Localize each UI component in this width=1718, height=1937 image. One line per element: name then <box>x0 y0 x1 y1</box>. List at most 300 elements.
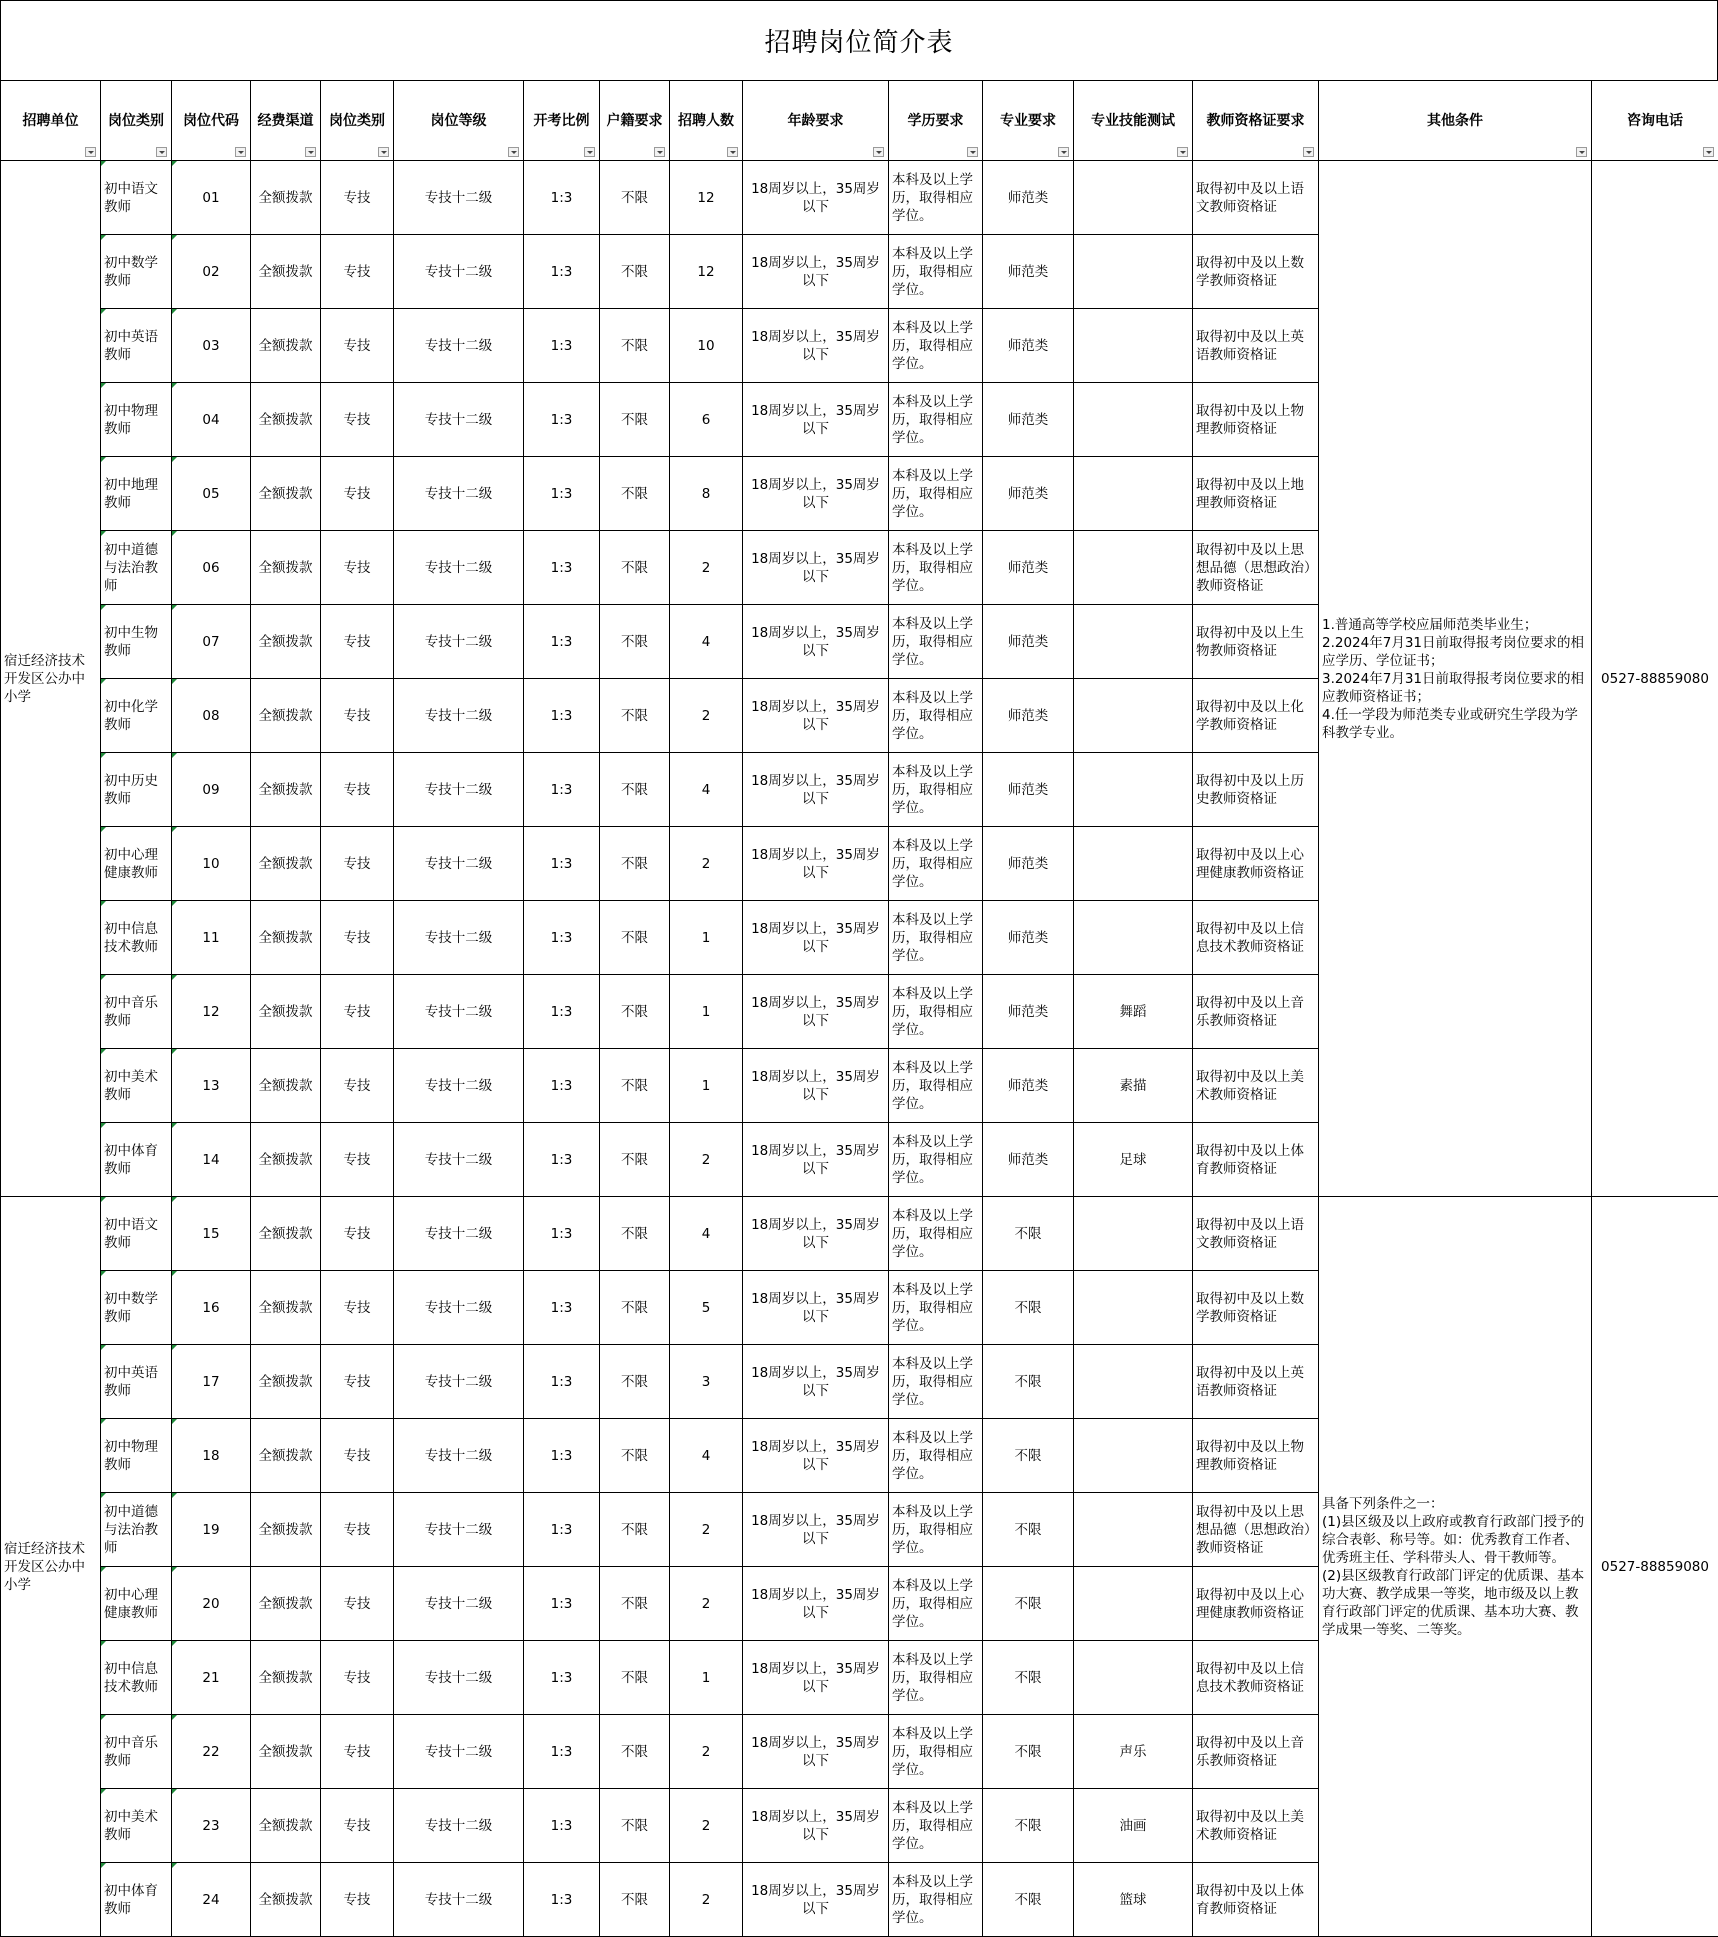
cell-recruit-count[interactable]: 1 <box>670 975 743 1049</box>
cell-post-type[interactable]: 专技 <box>321 1197 394 1271</box>
cell-skill-test[interactable] <box>1074 235 1193 309</box>
cell-post-grade[interactable]: 专技十二级 <box>394 1641 524 1715</box>
cell-funding[interactable]: 全额拨款 <box>251 161 321 235</box>
cell-post-name[interactable]: 初中英语教师 <box>101 1345 172 1419</box>
cell-exam-ratio[interactable]: 1:3 <box>524 975 600 1049</box>
cell-exam-ratio[interactable]: 1:3 <box>524 161 600 235</box>
cell-funding[interactable]: 全额拨款 <box>251 457 321 531</box>
cell-certificate-requirement[interactable]: 取得初中及以上心理健康教师资格证 <box>1193 827 1319 901</box>
cell-education-requirement[interactable]: 本科及以上学历，取得相应学位。 <box>889 383 983 457</box>
cell-certificate-requirement[interactable]: 取得初中及以上体育教师资格证 <box>1193 1123 1319 1197</box>
cell-post-type[interactable]: 专技 <box>321 309 394 383</box>
cell-post-type[interactable]: 专技 <box>321 901 394 975</box>
cell-hukou[interactable]: 不限 <box>600 309 670 383</box>
cell-major-requirement[interactable]: 不限 <box>983 1863 1074 1937</box>
cell-education-requirement[interactable]: 本科及以上学历，取得相应学位。 <box>889 1271 983 1345</box>
cell-exam-ratio[interactable]: 1:3 <box>524 1715 600 1789</box>
cell-funding[interactable]: 全额拨款 <box>251 605 321 679</box>
cell-post-grade[interactable]: 专技十二级 <box>394 1271 524 1345</box>
cell-certificate-requirement[interactable]: 取得初中及以上思想品德（思想政治）教师资格证 <box>1193 531 1319 605</box>
filter-dropdown-icon[interactable] <box>584 147 595 157</box>
cell-recruit-count[interactable]: 5 <box>670 1271 743 1345</box>
cell-post-type[interactable]: 专技 <box>321 1863 394 1937</box>
cell-hukou[interactable]: 不限 <box>600 827 670 901</box>
cell-post-type[interactable]: 专技 <box>321 161 394 235</box>
cell-certificate-requirement[interactable]: 取得初中及以上美术教师资格证 <box>1193 1789 1319 1863</box>
cell-skill-test[interactable] <box>1074 1419 1193 1493</box>
cell-post-code[interactable]: 05 <box>172 457 251 531</box>
cell-exam-ratio[interactable]: 1:3 <box>524 1197 600 1271</box>
cell-post-grade[interactable]: 专技十二级 <box>394 679 524 753</box>
cell-post-name[interactable]: 初中地理教师 <box>101 457 172 531</box>
cell-age-requirement[interactable]: 18周岁以上，35周岁以下 <box>743 1271 889 1345</box>
cell-certificate-requirement[interactable]: 取得初中及以上语文教师资格证 <box>1193 161 1319 235</box>
cell-post-grade[interactable]: 专技十二级 <box>394 975 524 1049</box>
cell-hukou[interactable]: 不限 <box>600 975 670 1049</box>
cell-major-requirement[interactable]: 不限 <box>983 1715 1074 1789</box>
cell-post-type[interactable]: 专技 <box>321 457 394 531</box>
cell-unit[interactable]: 宿迁经济技术开发区公办中小学 <box>1 161 101 1197</box>
cell-hukou[interactable]: 不限 <box>600 1049 670 1123</box>
cell-hukou[interactable]: 不限 <box>600 531 670 605</box>
cell-major-requirement[interactable]: 师范类 <box>983 901 1074 975</box>
cell-recruit-count[interactable]: 2 <box>670 827 743 901</box>
cell-age-requirement[interactable]: 18周岁以上，35周岁以下 <box>743 901 889 975</box>
cell-post-code[interactable]: 03 <box>172 309 251 383</box>
cell-hukou[interactable]: 不限 <box>600 457 670 531</box>
cell-age-requirement[interactable]: 18周岁以上，35周岁以下 <box>743 1567 889 1641</box>
cell-post-grade[interactable]: 专技十二级 <box>394 1493 524 1567</box>
cell-certificate-requirement[interactable]: 取得初中及以上美术教师资格证 <box>1193 1049 1319 1123</box>
cell-funding[interactable]: 全额拨款 <box>251 1197 321 1271</box>
cell-post-code[interactable]: 14 <box>172 1123 251 1197</box>
cell-education-requirement[interactable]: 本科及以上学历，取得相应学位。 <box>889 1715 983 1789</box>
cell-recruit-count[interactable]: 2 <box>670 1123 743 1197</box>
cell-post-name[interactable]: 初中物理教师 <box>101 383 172 457</box>
cell-exam-ratio[interactable]: 1:3 <box>524 1345 600 1419</box>
cell-major-requirement[interactable]: 师范类 <box>983 531 1074 605</box>
cell-education-requirement[interactable]: 本科及以上学历，取得相应学位。 <box>889 309 983 383</box>
cell-post-code[interactable]: 17 <box>172 1345 251 1419</box>
cell-education-requirement[interactable]: 本科及以上学历，取得相应学位。 <box>889 827 983 901</box>
cell-post-code[interactable]: 24 <box>172 1863 251 1937</box>
cell-post-type[interactable]: 专技 <box>321 1567 394 1641</box>
cell-major-requirement[interactable]: 不限 <box>983 1641 1074 1715</box>
cell-exam-ratio[interactable]: 1:3 <box>524 1123 600 1197</box>
cell-skill-test[interactable] <box>1074 679 1193 753</box>
cell-major-requirement[interactable]: 师范类 <box>983 1049 1074 1123</box>
cell-post-name[interactable]: 初中语文教师 <box>101 161 172 235</box>
cell-age-requirement[interactable]: 18周岁以上，35周岁以下 <box>743 235 889 309</box>
filter-dropdown-icon[interactable] <box>235 147 246 157</box>
cell-major-requirement[interactable]: 师范类 <box>983 235 1074 309</box>
cell-certificate-requirement[interactable]: 取得初中及以上生物教师资格证 <box>1193 605 1319 679</box>
cell-post-grade[interactable]: 专技十二级 <box>394 827 524 901</box>
filter-dropdown-icon[interactable] <box>378 147 389 157</box>
cell-post-name[interactable]: 初中体育教师 <box>101 1863 172 1937</box>
cell-recruit-count[interactable]: 6 <box>670 383 743 457</box>
cell-exam-ratio[interactable]: 1:3 <box>524 753 600 827</box>
cell-education-requirement[interactable]: 本科及以上学历，取得相应学位。 <box>889 457 983 531</box>
cell-post-type[interactable]: 专技 <box>321 383 394 457</box>
cell-hukou[interactable]: 不限 <box>600 1715 670 1789</box>
cell-post-code[interactable]: 10 <box>172 827 251 901</box>
cell-funding[interactable]: 全额拨款 <box>251 1641 321 1715</box>
cell-post-code[interactable]: 12 <box>172 975 251 1049</box>
cell-age-requirement[interactable]: 18周岁以上，35周岁以下 <box>743 753 889 827</box>
cell-post-code[interactable]: 02 <box>172 235 251 309</box>
cell-major-requirement[interactable]: 不限 <box>983 1493 1074 1567</box>
cell-post-type[interactable]: 专技 <box>321 1345 394 1419</box>
cell-funding[interactable]: 全额拨款 <box>251 1493 321 1567</box>
cell-post-type[interactable]: 专技 <box>321 605 394 679</box>
filter-dropdown-icon[interactable] <box>1058 147 1069 157</box>
cell-funding[interactable]: 全额拨款 <box>251 679 321 753</box>
cell-exam-ratio[interactable]: 1:3 <box>524 605 600 679</box>
cell-hukou[interactable]: 不限 <box>600 1789 670 1863</box>
cell-certificate-requirement[interactable]: 取得初中及以上心理健康教师资格证 <box>1193 1567 1319 1641</box>
cell-major-requirement[interactable]: 师范类 <box>983 161 1074 235</box>
cell-major-requirement[interactable]: 不限 <box>983 1567 1074 1641</box>
cell-post-code[interactable]: 16 <box>172 1271 251 1345</box>
cell-certificate-requirement[interactable]: 取得初中及以上英语教师资格证 <box>1193 309 1319 383</box>
cell-skill-test[interactable] <box>1074 901 1193 975</box>
cell-certificate-requirement[interactable]: 取得初中及以上物理教师资格证 <box>1193 383 1319 457</box>
cell-post-grade[interactable]: 专技十二级 <box>394 605 524 679</box>
cell-education-requirement[interactable]: 本科及以上学历，取得相应学位。 <box>889 1345 983 1419</box>
cell-post-type[interactable]: 专技 <box>321 975 394 1049</box>
cell-hukou[interactable]: 不限 <box>600 605 670 679</box>
cell-funding[interactable]: 全额拨款 <box>251 753 321 827</box>
cell-post-name[interactable]: 初中美术教师 <box>101 1049 172 1123</box>
cell-exam-ratio[interactable]: 1:3 <box>524 1493 600 1567</box>
cell-phone[interactable]: 0527-88859080 <box>1592 161 1718 1197</box>
cell-recruit-count[interactable]: 10 <box>670 309 743 383</box>
cell-age-requirement[interactable]: 18周岁以上，35周岁以下 <box>743 679 889 753</box>
cell-major-requirement[interactable]: 师范类 <box>983 383 1074 457</box>
cell-post-type[interactable]: 专技 <box>321 1715 394 1789</box>
cell-education-requirement[interactable]: 本科及以上学历，取得相应学位。 <box>889 605 983 679</box>
cell-education-requirement[interactable]: 本科及以上学历，取得相应学位。 <box>889 1493 983 1567</box>
filter-dropdown-icon[interactable] <box>654 147 665 157</box>
cell-post-code[interactable]: 11 <box>172 901 251 975</box>
cell-post-name[interactable]: 初中语文教师 <box>101 1197 172 1271</box>
cell-post-name[interactable]: 初中音乐教师 <box>101 975 172 1049</box>
cell-skill-test[interactable]: 油画 <box>1074 1789 1193 1863</box>
cell-post-type[interactable]: 专技 <box>321 1049 394 1123</box>
cell-age-requirement[interactable]: 18周岁以上，35周岁以下 <box>743 457 889 531</box>
cell-certificate-requirement[interactable]: 取得初中及以上化学教师资格证 <box>1193 679 1319 753</box>
cell-age-requirement[interactable]: 18周岁以上，35周岁以下 <box>743 1715 889 1789</box>
cell-education-requirement[interactable]: 本科及以上学历，取得相应学位。 <box>889 161 983 235</box>
cell-funding[interactable]: 全额拨款 <box>251 1271 321 1345</box>
cell-exam-ratio[interactable]: 1:3 <box>524 827 600 901</box>
cell-education-requirement[interactable]: 本科及以上学历，取得相应学位。 <box>889 1197 983 1271</box>
cell-post-name[interactable]: 初中心理健康教师 <box>101 1567 172 1641</box>
cell-post-code[interactable]: 06 <box>172 531 251 605</box>
cell-major-requirement[interactable]: 不限 <box>983 1419 1074 1493</box>
cell-post-code[interactable]: 19 <box>172 1493 251 1567</box>
cell-hukou[interactable]: 不限 <box>600 1641 670 1715</box>
cell-major-requirement[interactable]: 师范类 <box>983 679 1074 753</box>
cell-recruit-count[interactable]: 2 <box>670 1567 743 1641</box>
cell-major-requirement[interactable]: 不限 <box>983 1345 1074 1419</box>
cell-recruit-count[interactable]: 4 <box>670 753 743 827</box>
cell-post-name[interactable]: 初中数学教师 <box>101 1271 172 1345</box>
filter-dropdown-icon[interactable] <box>85 147 96 157</box>
cell-post-code[interactable]: 15 <box>172 1197 251 1271</box>
cell-unit[interactable]: 宿迁经济技术开发区公办中小学 <box>1 1197 101 1937</box>
cell-recruit-count[interactable]: 1 <box>670 901 743 975</box>
cell-post-name[interactable]: 初中信息技术教师 <box>101 901 172 975</box>
cell-certificate-requirement[interactable]: 取得初中及以上地理教师资格证 <box>1193 457 1319 531</box>
cell-post-grade[interactable]: 专技十二级 <box>394 1049 524 1123</box>
filter-dropdown-icon[interactable] <box>508 147 519 157</box>
cell-age-requirement[interactable]: 18周岁以上，35周岁以下 <box>743 1123 889 1197</box>
cell-recruit-count[interactable]: 4 <box>670 1419 743 1493</box>
cell-age-requirement[interactable]: 18周岁以上，35周岁以下 <box>743 1345 889 1419</box>
cell-post-type[interactable]: 专技 <box>321 753 394 827</box>
cell-recruit-count[interactable]: 8 <box>670 457 743 531</box>
cell-post-name[interactable]: 初中音乐教师 <box>101 1715 172 1789</box>
cell-post-name[interactable]: 初中数学教师 <box>101 235 172 309</box>
cell-post-grade[interactable]: 专技十二级 <box>394 1197 524 1271</box>
cell-major-requirement[interactable]: 师范类 <box>983 753 1074 827</box>
filter-dropdown-icon[interactable] <box>1576 147 1587 157</box>
cell-post-type[interactable]: 专技 <box>321 1789 394 1863</box>
cell-skill-test[interactable] <box>1074 1345 1193 1419</box>
cell-skill-test[interactable] <box>1074 753 1193 827</box>
cell-skill-test[interactable] <box>1074 1567 1193 1641</box>
cell-post-type[interactable]: 专技 <box>321 679 394 753</box>
cell-recruit-count[interactable]: 2 <box>670 1715 743 1789</box>
cell-major-requirement[interactable]: 师范类 <box>983 309 1074 383</box>
cell-other-conditions[interactable]: 1.普通高等学校应届师范类毕业生； 2.2024年7月31日前取得报考岗位要求的相应学历、学位证书； 3.2024年7月31日前取得报考岗位要求的相应教师资格证书； 4.任一学段为师范类专业或研究生学段为学科教学专业。 <box>1319 161 1592 1197</box>
cell-certificate-requirement[interactable]: 取得初中及以上物理教师资格证 <box>1193 1419 1319 1493</box>
cell-skill-test[interactable]: 素描 <box>1074 1049 1193 1123</box>
cell-skill-test[interactable] <box>1074 1197 1193 1271</box>
cell-recruit-count[interactable]: 2 <box>670 531 743 605</box>
cell-post-type[interactable]: 专技 <box>321 1641 394 1715</box>
cell-age-requirement[interactable]: 18周岁以上，35周岁以下 <box>743 827 889 901</box>
cell-funding[interactable]: 全额拨款 <box>251 827 321 901</box>
cell-age-requirement[interactable]: 18周岁以上，35周岁以下 <box>743 1789 889 1863</box>
cell-recruit-count[interactable]: 2 <box>670 1493 743 1567</box>
cell-certificate-requirement[interactable]: 取得初中及以上音乐教师资格证 <box>1193 1715 1319 1789</box>
cell-post-grade[interactable]: 专技十二级 <box>394 235 524 309</box>
cell-funding[interactable]: 全额拨款 <box>251 975 321 1049</box>
cell-exam-ratio[interactable]: 1:3 <box>524 679 600 753</box>
cell-funding[interactable]: 全额拨款 <box>251 1049 321 1123</box>
cell-post-code[interactable]: 21 <box>172 1641 251 1715</box>
cell-post-name[interactable]: 初中历史教师 <box>101 753 172 827</box>
filter-dropdown-icon[interactable] <box>1177 147 1188 157</box>
cell-post-name[interactable]: 初中生物教师 <box>101 605 172 679</box>
cell-education-requirement[interactable]: 本科及以上学历，取得相应学位。 <box>889 753 983 827</box>
cell-education-requirement[interactable]: 本科及以上学历，取得相应学位。 <box>889 679 983 753</box>
cell-recruit-count[interactable]: 1 <box>670 1641 743 1715</box>
cell-recruit-count[interactable]: 12 <box>670 235 743 309</box>
cell-post-type[interactable]: 专技 <box>321 1493 394 1567</box>
cell-funding[interactable]: 全额拨款 <box>251 531 321 605</box>
cell-certificate-requirement[interactable]: 取得初中及以上历史教师资格证 <box>1193 753 1319 827</box>
cell-post-grade[interactable]: 专技十二级 <box>394 901 524 975</box>
cell-exam-ratio[interactable]: 1:3 <box>524 901 600 975</box>
cell-exam-ratio[interactable]: 1:3 <box>524 309 600 383</box>
cell-funding[interactable]: 全额拨款 <box>251 1567 321 1641</box>
cell-post-name[interactable]: 初中道德与法治教师 <box>101 1493 172 1567</box>
cell-certificate-requirement[interactable]: 取得初中及以上语文教师资格证 <box>1193 1197 1319 1271</box>
cell-certificate-requirement[interactable]: 取得初中及以上数学教师资格证 <box>1193 1271 1319 1345</box>
cell-post-grade[interactable]: 专技十二级 <box>394 753 524 827</box>
cell-post-grade[interactable]: 专技十二级 <box>394 1345 524 1419</box>
cell-recruit-count[interactable]: 2 <box>670 1789 743 1863</box>
cell-hukou[interactable]: 不限 <box>600 161 670 235</box>
cell-funding[interactable]: 全额拨款 <box>251 383 321 457</box>
cell-post-name[interactable]: 初中物理教师 <box>101 1419 172 1493</box>
cell-certificate-requirement[interactable]: 取得初中及以上音乐教师资格证 <box>1193 975 1319 1049</box>
cell-certificate-requirement[interactable]: 取得初中及以上思想品德（思想政治）教师资格证 <box>1193 1493 1319 1567</box>
cell-certificate-requirement[interactable]: 取得初中及以上英语教师资格证 <box>1193 1345 1319 1419</box>
cell-skill-test[interactable] <box>1074 457 1193 531</box>
cell-hukou[interactable]: 不限 <box>600 1345 670 1419</box>
cell-post-grade[interactable]: 专技十二级 <box>394 309 524 383</box>
cell-recruit-count[interactable]: 12 <box>670 161 743 235</box>
cell-certificate-requirement[interactable]: 取得初中及以上信息技术教师资格证 <box>1193 1641 1319 1715</box>
cell-post-type[interactable]: 专技 <box>321 1419 394 1493</box>
cell-post-grade[interactable]: 专技十二级 <box>394 1715 524 1789</box>
cell-funding[interactable]: 全额拨款 <box>251 1345 321 1419</box>
cell-major-requirement[interactable]: 师范类 <box>983 605 1074 679</box>
cell-post-code[interactable]: 20 <box>172 1567 251 1641</box>
cell-post-code[interactable]: 07 <box>172 605 251 679</box>
cell-exam-ratio[interactable]: 1:3 <box>524 457 600 531</box>
cell-skill-test[interactable] <box>1074 309 1193 383</box>
cell-post-grade[interactable]: 专技十二级 <box>394 531 524 605</box>
cell-funding[interactable]: 全额拨款 <box>251 1863 321 1937</box>
filter-dropdown-icon[interactable] <box>873 147 884 157</box>
cell-hukou[interactable]: 不限 <box>600 753 670 827</box>
cell-recruit-count[interactable]: 2 <box>670 1863 743 1937</box>
cell-major-requirement[interactable]: 师范类 <box>983 1123 1074 1197</box>
cell-post-grade[interactable]: 专技十二级 <box>394 161 524 235</box>
cell-post-grade[interactable]: 专技十二级 <box>394 1419 524 1493</box>
cell-skill-test[interactable] <box>1074 531 1193 605</box>
cell-skill-test[interactable]: 舞蹈 <box>1074 975 1193 1049</box>
cell-post-type[interactable]: 专技 <box>321 1123 394 1197</box>
cell-post-type[interactable]: 专技 <box>321 235 394 309</box>
cell-hukou[interactable]: 不限 <box>600 1567 670 1641</box>
cell-certificate-requirement[interactable]: 取得初中及以上数学教师资格证 <box>1193 235 1319 309</box>
cell-exam-ratio[interactable]: 1:3 <box>524 1049 600 1123</box>
cell-post-type[interactable]: 专技 <box>321 827 394 901</box>
cell-post-grade[interactable]: 专技十二级 <box>394 1863 524 1937</box>
cell-education-requirement[interactable]: 本科及以上学历，取得相应学位。 <box>889 531 983 605</box>
cell-hukou[interactable]: 不限 <box>600 1123 670 1197</box>
cell-post-name[interactable]: 初中道德与法治教师 <box>101 531 172 605</box>
cell-major-requirement[interactable]: 不限 <box>983 1789 1074 1863</box>
cell-education-requirement[interactable]: 本科及以上学历，取得相应学位。 <box>889 975 983 1049</box>
cell-post-code[interactable]: 22 <box>172 1715 251 1789</box>
cell-exam-ratio[interactable]: 1:3 <box>524 1419 600 1493</box>
cell-skill-test[interactable] <box>1074 161 1193 235</box>
cell-education-requirement[interactable]: 本科及以上学历，取得相应学位。 <box>889 1049 983 1123</box>
cell-skill-test[interactable]: 篮球 <box>1074 1863 1193 1937</box>
cell-skill-test[interactable] <box>1074 383 1193 457</box>
cell-exam-ratio[interactable]: 1:3 <box>524 383 600 457</box>
cell-education-requirement[interactable]: 本科及以上学历，取得相应学位。 <box>889 1789 983 1863</box>
cell-post-code[interactable]: 23 <box>172 1789 251 1863</box>
cell-age-requirement[interactable]: 18周岁以上，35周岁以下 <box>743 1197 889 1271</box>
cell-funding[interactable]: 全额拨款 <box>251 901 321 975</box>
cell-post-grade[interactable]: 专技十二级 <box>394 383 524 457</box>
cell-skill-test[interactable] <box>1074 1493 1193 1567</box>
cell-skill-test[interactable] <box>1074 1641 1193 1715</box>
cell-education-requirement[interactable]: 本科及以上学历，取得相应学位。 <box>889 901 983 975</box>
cell-hukou[interactable]: 不限 <box>600 1493 670 1567</box>
cell-major-requirement[interactable]: 不限 <box>983 1197 1074 1271</box>
cell-age-requirement[interactable]: 18周岁以上，35周岁以下 <box>743 309 889 383</box>
filter-dropdown-icon[interactable] <box>1703 147 1714 157</box>
cell-post-code[interactable]: 08 <box>172 679 251 753</box>
cell-hukou[interactable]: 不限 <box>600 1197 670 1271</box>
cell-funding[interactable]: 全额拨款 <box>251 1123 321 1197</box>
cell-funding[interactable]: 全额拨款 <box>251 1789 321 1863</box>
cell-funding[interactable]: 全额拨款 <box>251 309 321 383</box>
cell-phone[interactable]: 0527-88859080 <box>1592 1197 1718 1937</box>
filter-dropdown-icon[interactable] <box>305 147 316 157</box>
cell-skill-test[interactable]: 足球 <box>1074 1123 1193 1197</box>
cell-age-requirement[interactable]: 18周岁以上，35周岁以下 <box>743 1493 889 1567</box>
cell-hukou[interactable]: 不限 <box>600 679 670 753</box>
cell-exam-ratio[interactable]: 1:3 <box>524 531 600 605</box>
cell-skill-test[interactable] <box>1074 827 1193 901</box>
cell-education-requirement[interactable]: 本科及以上学历，取得相应学位。 <box>889 1863 983 1937</box>
cell-post-name[interactable]: 初中信息技术教师 <box>101 1641 172 1715</box>
cell-skill-test[interactable] <box>1074 605 1193 679</box>
cell-post-name[interactable]: 初中英语教师 <box>101 309 172 383</box>
cell-post-grade[interactable]: 专技十二级 <box>394 1567 524 1641</box>
cell-post-code[interactable]: 04 <box>172 383 251 457</box>
cell-certificate-requirement[interactable]: 取得初中及以上体育教师资格证 <box>1193 1863 1319 1937</box>
cell-post-grade[interactable]: 专技十二级 <box>394 457 524 531</box>
cell-recruit-count[interactable]: 1 <box>670 1049 743 1123</box>
cell-post-type[interactable]: 专技 <box>321 531 394 605</box>
cell-post-grade[interactable]: 专技十二级 <box>394 1789 524 1863</box>
cell-hukou[interactable]: 不限 <box>600 1271 670 1345</box>
cell-exam-ratio[interactable]: 1:3 <box>524 1863 600 1937</box>
cell-post-code[interactable]: 18 <box>172 1419 251 1493</box>
cell-age-requirement[interactable]: 18周岁以上，35周岁以下 <box>743 1419 889 1493</box>
cell-age-requirement[interactable]: 18周岁以上，35周岁以下 <box>743 161 889 235</box>
cell-post-name[interactable]: 初中美术教师 <box>101 1789 172 1863</box>
cell-hukou[interactable]: 不限 <box>600 235 670 309</box>
cell-skill-test[interactable] <box>1074 1271 1193 1345</box>
cell-education-requirement[interactable]: 本科及以上学历，取得相应学位。 <box>889 1567 983 1641</box>
cell-exam-ratio[interactable]: 1:3 <box>524 1789 600 1863</box>
cell-post-type[interactable]: 专技 <box>321 1271 394 1345</box>
cell-hukou[interactable]: 不限 <box>600 1863 670 1937</box>
cell-exam-ratio[interactable]: 1:3 <box>524 1567 600 1641</box>
cell-major-requirement[interactable]: 师范类 <box>983 457 1074 531</box>
cell-exam-ratio[interactable]: 1:3 <box>524 1271 600 1345</box>
cell-hukou[interactable]: 不限 <box>600 1419 670 1493</box>
cell-age-requirement[interactable]: 18周岁以上，35周岁以下 <box>743 1863 889 1937</box>
cell-post-grade[interactable]: 专技十二级 <box>394 1123 524 1197</box>
cell-exam-ratio[interactable]: 1:3 <box>524 1641 600 1715</box>
cell-exam-ratio[interactable]: 1:3 <box>524 235 600 309</box>
cell-age-requirement[interactable]: 18周岁以上，35周岁以下 <box>743 605 889 679</box>
